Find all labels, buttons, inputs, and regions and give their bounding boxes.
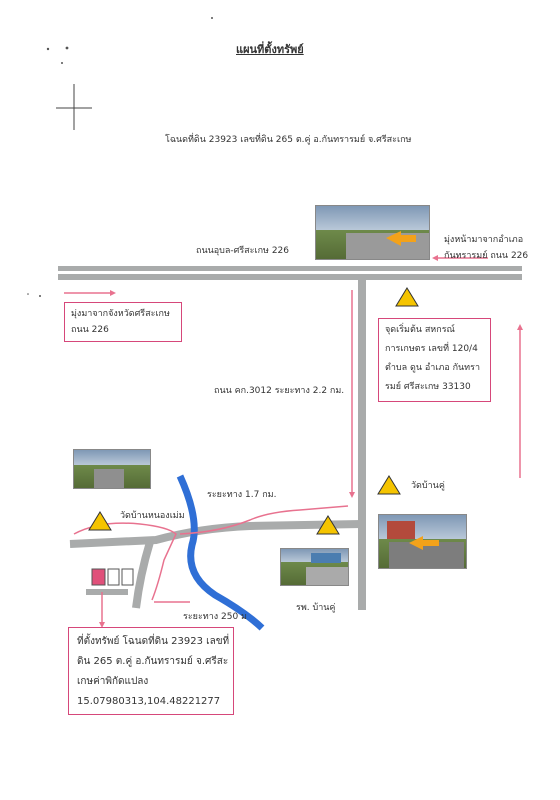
kok-3012-label: ถนน คก.3012 ระยะทาง 2.2 กม. (214, 386, 345, 396)
page-title: แผนที่ตั้งทรัพย์ (236, 43, 304, 56)
direction-from-kantharalak: มุ่งหน้ามาจากอำเภอ กันทรารมย์ ถนน 226 (444, 235, 529, 261)
compass-cross-icon (56, 84, 92, 130)
distance-1-7-label: ระยะทาง 1.7 กม. (207, 490, 277, 500)
property-square-icon (92, 569, 133, 585)
photo-hospital (280, 548, 349, 586)
photo-village-road (73, 449, 151, 489)
photo-highway-junction (315, 205, 430, 260)
start-point-box: จุดเริ่มต้น สหกรณ์ การเกษตร เลขที่ 120/4 ตำบล ดูน อำเภอ กันทรา รมย์ ศรีสะเกษ 33130 (378, 318, 491, 402)
property-info-box: ที่ตั้งทรัพย์ โฉนดที่ดิน 23923 เลขที่ ดิน 265 ต.คู่ อ.กันทรารมย์ จ.ศรีสะ เกษค่าพิกัดแปลง 15.07980313,104.48221277 (68, 627, 234, 715)
highway-226-road (58, 266, 522, 280)
distance-250-label: ระยะทาง 250 ม (183, 612, 247, 622)
deed-info: โฉนดที่ดิน 23923 เลขที่ดิน 265 ต.คู่ อ.กันทรารมย์ จ.ศรีสะเกษ (165, 135, 412, 145)
wat-ban-khu-label: วัดบ้านคู่ (411, 481, 445, 491)
wat-ban-nong-yom-label: วัดบ้านหนองเม่ม (120, 511, 185, 521)
photo-temple-junction (378, 514, 467, 569)
kok-3012-road (358, 280, 366, 610)
highway-226-label: ถนนอุบล-ศรีสะเกษ 226 (196, 246, 290, 256)
direction-from-sisaket-box: มุ่งมาจากจังหวัดศรีสะเกษ ถนน 226 (64, 302, 182, 342)
hospital-label: รพ. บ้านคู่ (296, 603, 336, 613)
